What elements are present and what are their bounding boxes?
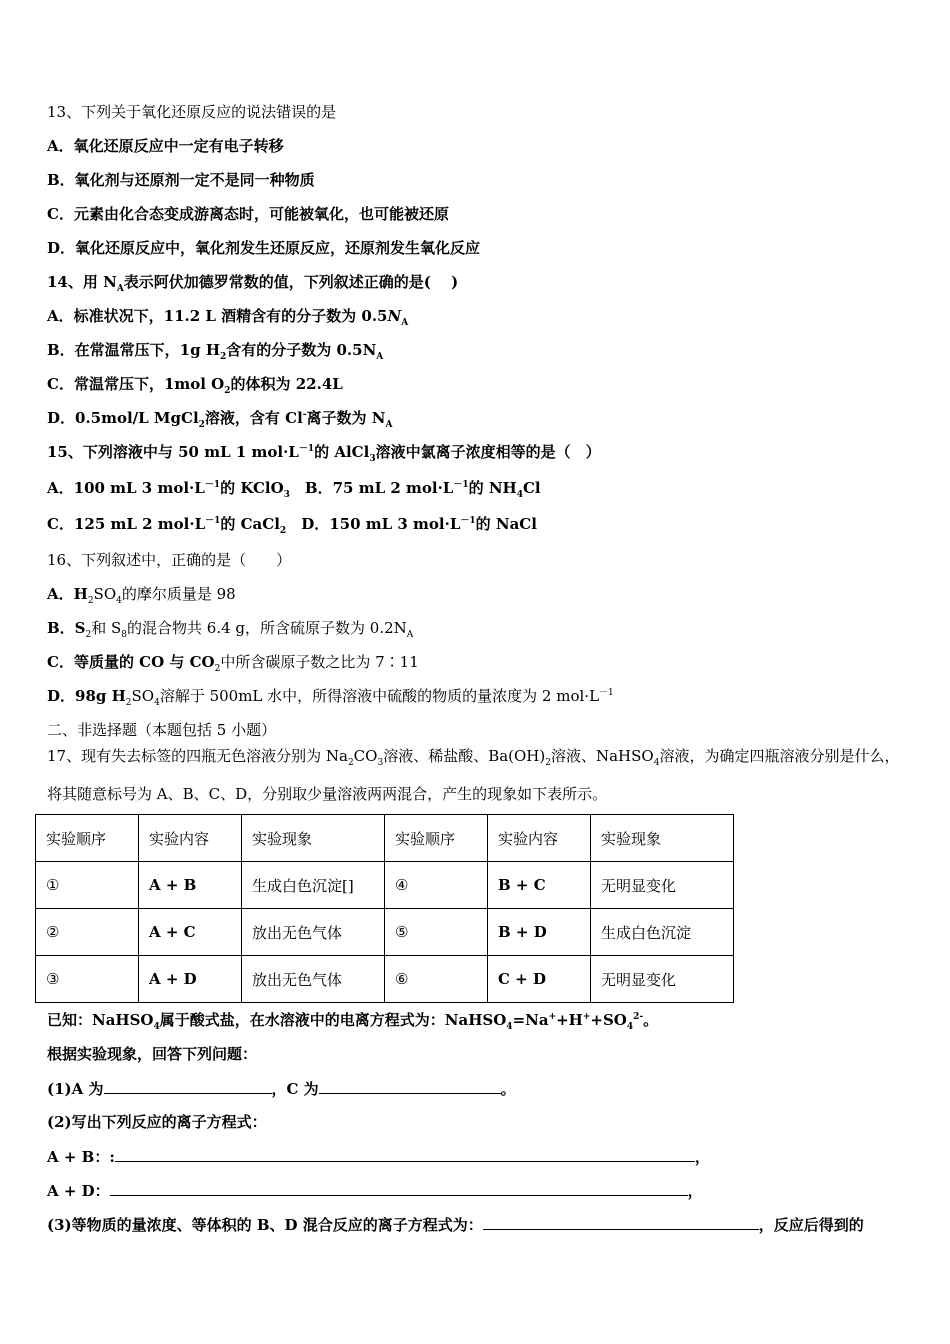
answer-blank-ad[interactable] [110,1180,688,1196]
table-header: 实验顺序 [36,815,139,862]
q13-option-b: B．氧化剂与还原剂一定不是同一种物质 [47,171,315,189]
q16-option-b: B．$S_2$和 $S_8$的混合物共 6.4 g，所含硫原子数为 $0.2N_A$ [47,619,414,640]
table-cell: A + D [139,956,242,1003]
table-cell: ⑤ [385,909,488,956]
table-cell: ④ [385,862,488,909]
q17-part2: (2)写出下列反应的离子方程式： [47,1113,267,1131]
table-cell: 放出无色气体 [242,909,385,956]
table-cell: 放出无色气体 [242,956,385,1003]
answer-blank-a[interactable] [104,1078,272,1094]
q17-part2-ad: A + D： ， [47,1182,703,1200]
q14-option-d: D．0.5mol/L MgCl$_2$溶液，含有 Cl-离子数为 $N_A$ [47,409,393,430]
table-row [36,909,734,956]
q14-option-b: B．在常温常压下，1g $H_2$含有的分子数为 $0.5N_A$ [47,341,384,362]
q17-according: 根据实验现象，回答下列问题： [47,1045,258,1063]
q16-option-a: A．$H_2SO_4$的摩尔质量是 98 [47,585,236,606]
q13-option-d: D．氧化还原反应中，氧化剂发生还原反应，还原剂发生氧化反应 [47,239,481,257]
answer-blank-c[interactable] [319,1078,501,1094]
table-header: 实验现象 [591,815,734,862]
q16-stem: 16、下列叙述中，正确的是（ ） [47,551,292,569]
q15-options-ab: A．100 mL 3 $mol\cdot L^{-1}$的 KClO$_3$ B．75 mL 2 $mol\cdot L^{-1}$的 $NH_4Cl$ [47,479,541,500]
table-header: 实验现象 [242,815,385,862]
q15-options-cd: C．125 mL 2 $mol\cdot L^{-1}$的 CaCl$_2$ D．150 mL 3 $mol\cdot L^{-1}$的 NaCl [47,515,537,536]
table-cell: 无明显变化 [591,956,734,1003]
q14-option-a: A．标准状况下，11.2 L 酒精含有的分子数为 $0.5N_A$ [47,307,409,328]
table-cell: A + B [139,862,242,909]
q17-line1: 17、现有失去标签的四瓶无色溶液分别为 $Na_2CO_3$溶液、稀盐酸、$Ba(OH)_2$溶液、NaHSO$_4$溶液，为确定四瓶溶液分别是什么， [47,747,900,768]
q17-part1: (1)A 为 ，C 为 。 [47,1080,516,1098]
q17-part2-ab: A + B：: ， [47,1148,710,1166]
q17-known: 已知：NaHSO$_4$属于酸式盐，在水溶液中的电离方程式为：$NaHSO_4=Na^++H^++SO_4^{2-}$。 [47,1011,659,1032]
table-cell: 生成白色沉淀[] [242,862,385,909]
table-header: 实验顺序 [385,815,488,862]
table-cell: B + D [488,909,591,956]
table-row [36,956,734,1003]
table-cell: ② [36,909,139,956]
q17-line2: 将其随意标号为 A、B、C、D，分别取少量溶液两两混合，产生的现象如下表所示。 [47,785,608,803]
table-cell: ① [36,862,139,909]
table-header: 实验内容 [488,815,591,862]
q16-option-c: C．等质量的 CO 与 $CO_2$中所含碳原子数之比为 7∶11 [47,653,419,674]
table-cell: C + D [488,956,591,1003]
q17-part3: (3)等物质的量浓度、等体积的 B、D 混合反应的离子方程式为： ，反应后得到的 [47,1216,864,1234]
q13-option-c: C．元素由化合态变成游离态时，可能被氧化，也可能被还原 [47,205,449,223]
table-header: 实验内容 [139,815,242,862]
q16-option-d: D．98g $H_2SO_4$溶解于 500mL 水中，所得溶液中硫酸的物质的量浓度为 2 $mol\cdot L^{-1}$ [47,687,614,708]
table-cell: A + C [139,909,242,956]
table-cell: 生成白色沉淀 [591,909,734,956]
table-row [36,862,734,909]
section-title: 二、非选择题（本题包括 5 小题） [47,721,277,739]
q13-option-a: A．氧化还原反应中一定有电子转移 [47,137,284,155]
experiment-table [35,814,734,1003]
q15-stem: 15、下列溶液中与 50 mL 1 $mol\cdot L^{-1}$的 AlCl$_3$溶液中氯离子浓度相等的是（ ） [47,443,601,464]
q13-stem: 13、下列关于氧化还原反应的说法错误的是 [47,103,337,121]
q14-option-c: C．常温常压下，1mol $O_2$的体积为 22.4L [47,375,343,396]
table-cell: 无明显变化 [591,862,734,909]
q14-stem: 14、用 $N_A$表示阿伏加德罗常数的值，下列叙述正确的是( ) [47,273,459,294]
table-header-row [36,815,734,862]
table-cell: B + C [488,862,591,909]
table-cell: ⑥ [385,956,488,1003]
table-cell: ③ [36,956,139,1003]
answer-blank-ab[interactable] [115,1146,695,1162]
answer-blank-bd[interactable] [483,1214,759,1230]
